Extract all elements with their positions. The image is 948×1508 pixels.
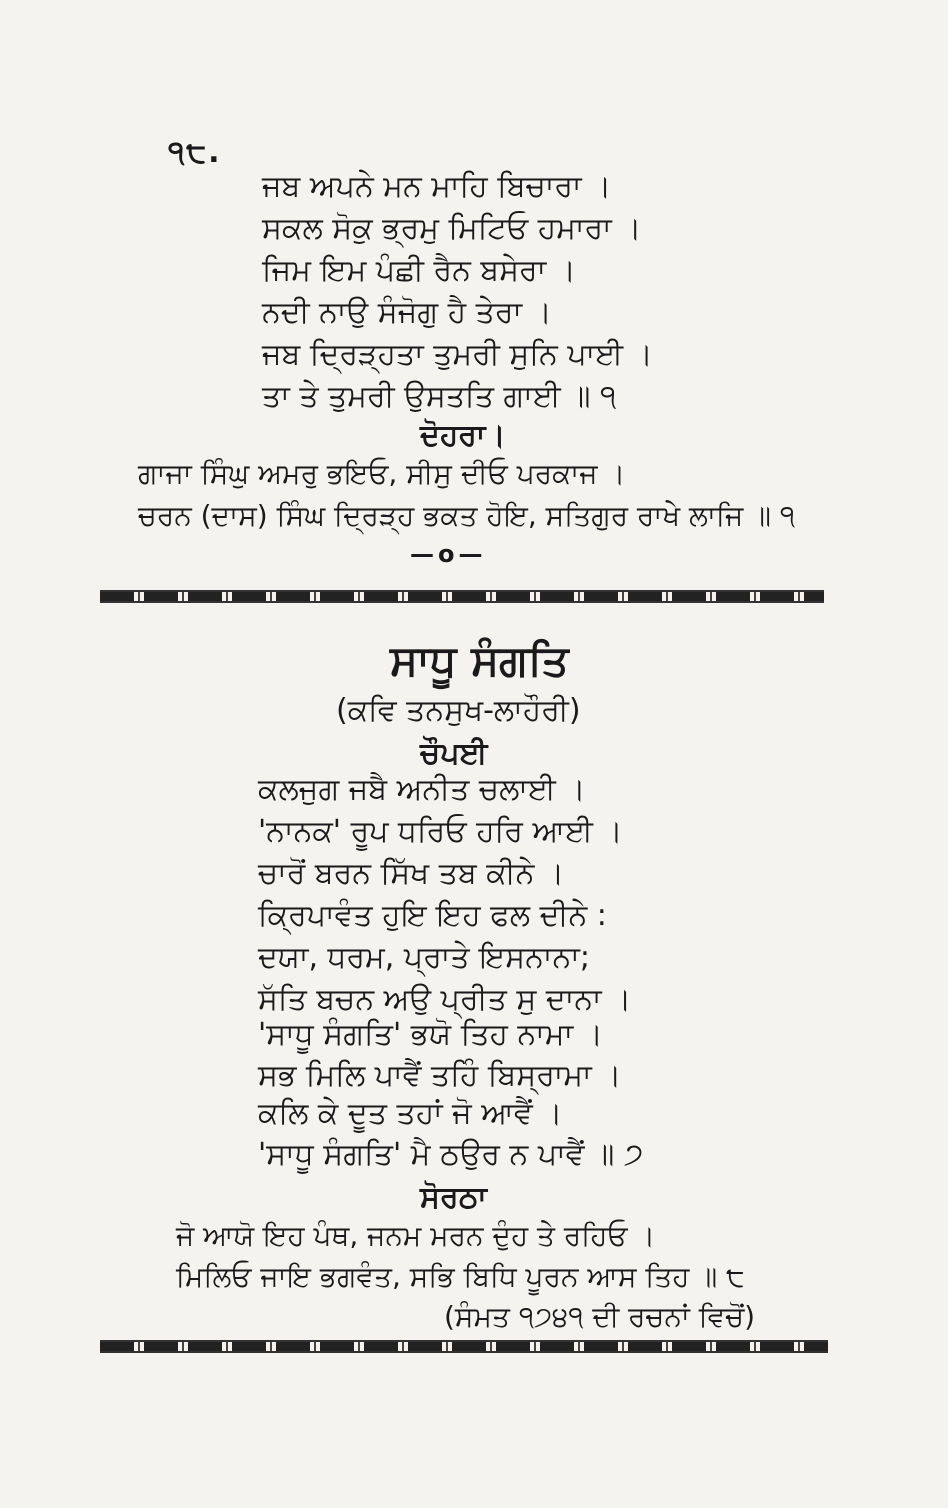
verse-line: ਸੱਤਿ ਬਚਨ ਅਉ ਪ੍ਰੀਤ ਸੁ ਦਾਨਾ । bbox=[258, 982, 632, 1017]
poem-author: (ਕਵਿ ਤਨਸੁਖ-ਲਾਹੌਰੀ) bbox=[336, 693, 581, 728]
verse-line: 'ਸਾਧੂ ਸੰਗਤਿ' ਭਯੋ ਤਿਹ ਨਾਮਾ । bbox=[258, 1017, 603, 1052]
verse-line: ਕਲਜੁਗ ਜਬੈ ਅਨੀਤ ਚਲਾਈ । bbox=[258, 772, 586, 807]
verse-line: 'ਨਾਨਕ' ਰੂਪ ਧਰਿਓ ਹਰਿ ਆਈ । bbox=[258, 814, 623, 849]
page-number: ੧੮. bbox=[168, 135, 222, 170]
couplet-line: ਗਾਜਾ ਸਿੰਘੁ ਅਮਰੁ ਭਇਓ, ਸੀਸੁ ਦੀਓ ਪਰਕਾਜ । bbox=[138, 457, 626, 490]
verse-line: 'ਸਾਧੂ ਸੰਗਤਿ' ਮੈ ਠਉਰ ਨ ਪਾਵੈਂ ॥ ੭ bbox=[258, 1137, 644, 1172]
verse-line: ਜਿਮ ਇਮ ਪੰਛੀ ਰੈਨ ਬਸੇਰਾ । bbox=[262, 253, 576, 288]
verse-line: ਚਾਰੋਂ ਬਰਨ ਸਿੱਖ ਤਬ ਕੀਨੇ । bbox=[258, 856, 565, 891]
verse-line: ਦਯਾ, ਧਰਮ, ਪ੍ਰਾਤੇ ਇਸਨਾਨਾ; bbox=[258, 940, 590, 975]
decorative-divider bbox=[100, 1340, 828, 1353]
poem-title: ਸਾਧੂ ਸੰਗਤਿ bbox=[390, 636, 569, 685]
verse-line: ਕਲਿ ਕੇ ਦੂਤ ਤਹਾਂ ਜੋ ਆਵੈਂ । bbox=[258, 1096, 563, 1131]
verse-line: ਜਬ ਦ੍ਰਿੜ੍ਹਤਾ ਤੁਮਰੀ ਸੁਨਿ ਪਾਈ । bbox=[262, 337, 653, 372]
verse-line: ਸਭ ਮਿਲਿ ਪਾਵੈਂ ਤਹਿੰ ਬਿਸ੍ਰਾਮਾ । bbox=[258, 1058, 622, 1093]
section-separator: —o— bbox=[410, 540, 487, 568]
sortha-line: ਮਿਲਿਓ ਜਾਇ ਭਗਵੰਤ, ਸਭਿ ਬਿਧਿ ਪੂਰਨ ਆਸ ਤਿਹ ॥ ੮ bbox=[176, 1260, 745, 1293]
source-note: (ਸੰਮਤ ੧੭੪੧ ਦੀ ਰਚਨਾਂ ਵਿਚੋਂ) bbox=[444, 1300, 756, 1333]
verse-line: ਕ੍ਰਿਪਾਵੰਤ ਹੁਇ ਇਹ ਫਲ ਦੀਨੇ : bbox=[258, 898, 607, 933]
dohra-heading: ਦੋਹਰਾ। bbox=[420, 418, 506, 453]
decorative-divider bbox=[100, 590, 824, 603]
verse-line: ਜਬ ਅਪਨੇ ਮਨ ਮਾਹਿ ਬਿਚਾਰਾ । bbox=[262, 169, 612, 204]
chaupai-heading: ਚੌਪਈ bbox=[420, 736, 488, 771]
verse-line: ਸਕਲ ਸੋਕੁ ਭ੍ਰਮੁ ਮਿਟਿਓ ਹਮਾਰਾ । bbox=[262, 211, 642, 246]
verse-line: ਨਦੀ ਨਾਉ ਸੰਜੋਗੁ ਹੈ ਤੇਰਾ । bbox=[262, 295, 552, 330]
sortha-heading: ਸੋਰਠਾ bbox=[420, 1180, 487, 1215]
verse-line: ਤਾ ਤੇ ਤੁਮਰੀ ਉਸਤਤਿ ਗਾਈ ॥ ੧ bbox=[262, 379, 617, 414]
couplet-line: ਚਰਨ (ਦਾਸ) ਸਿੰਘ ਦ੍ਰਿੜ੍ਹ ਭਕਤ ਹੋਇ, ਸਤਿਗੁਰ ਰਾਖੇ ਲਾਜਿ ॥ ੧ bbox=[138, 499, 796, 532]
sortha-line: ਜੋ ਆਯੋ ਇਹ ਪੰਥ, ਜਨਮ ਮਰਨ ਦੁੰਹ ਤੇ ਰਹਿਓ । bbox=[176, 1219, 656, 1252]
